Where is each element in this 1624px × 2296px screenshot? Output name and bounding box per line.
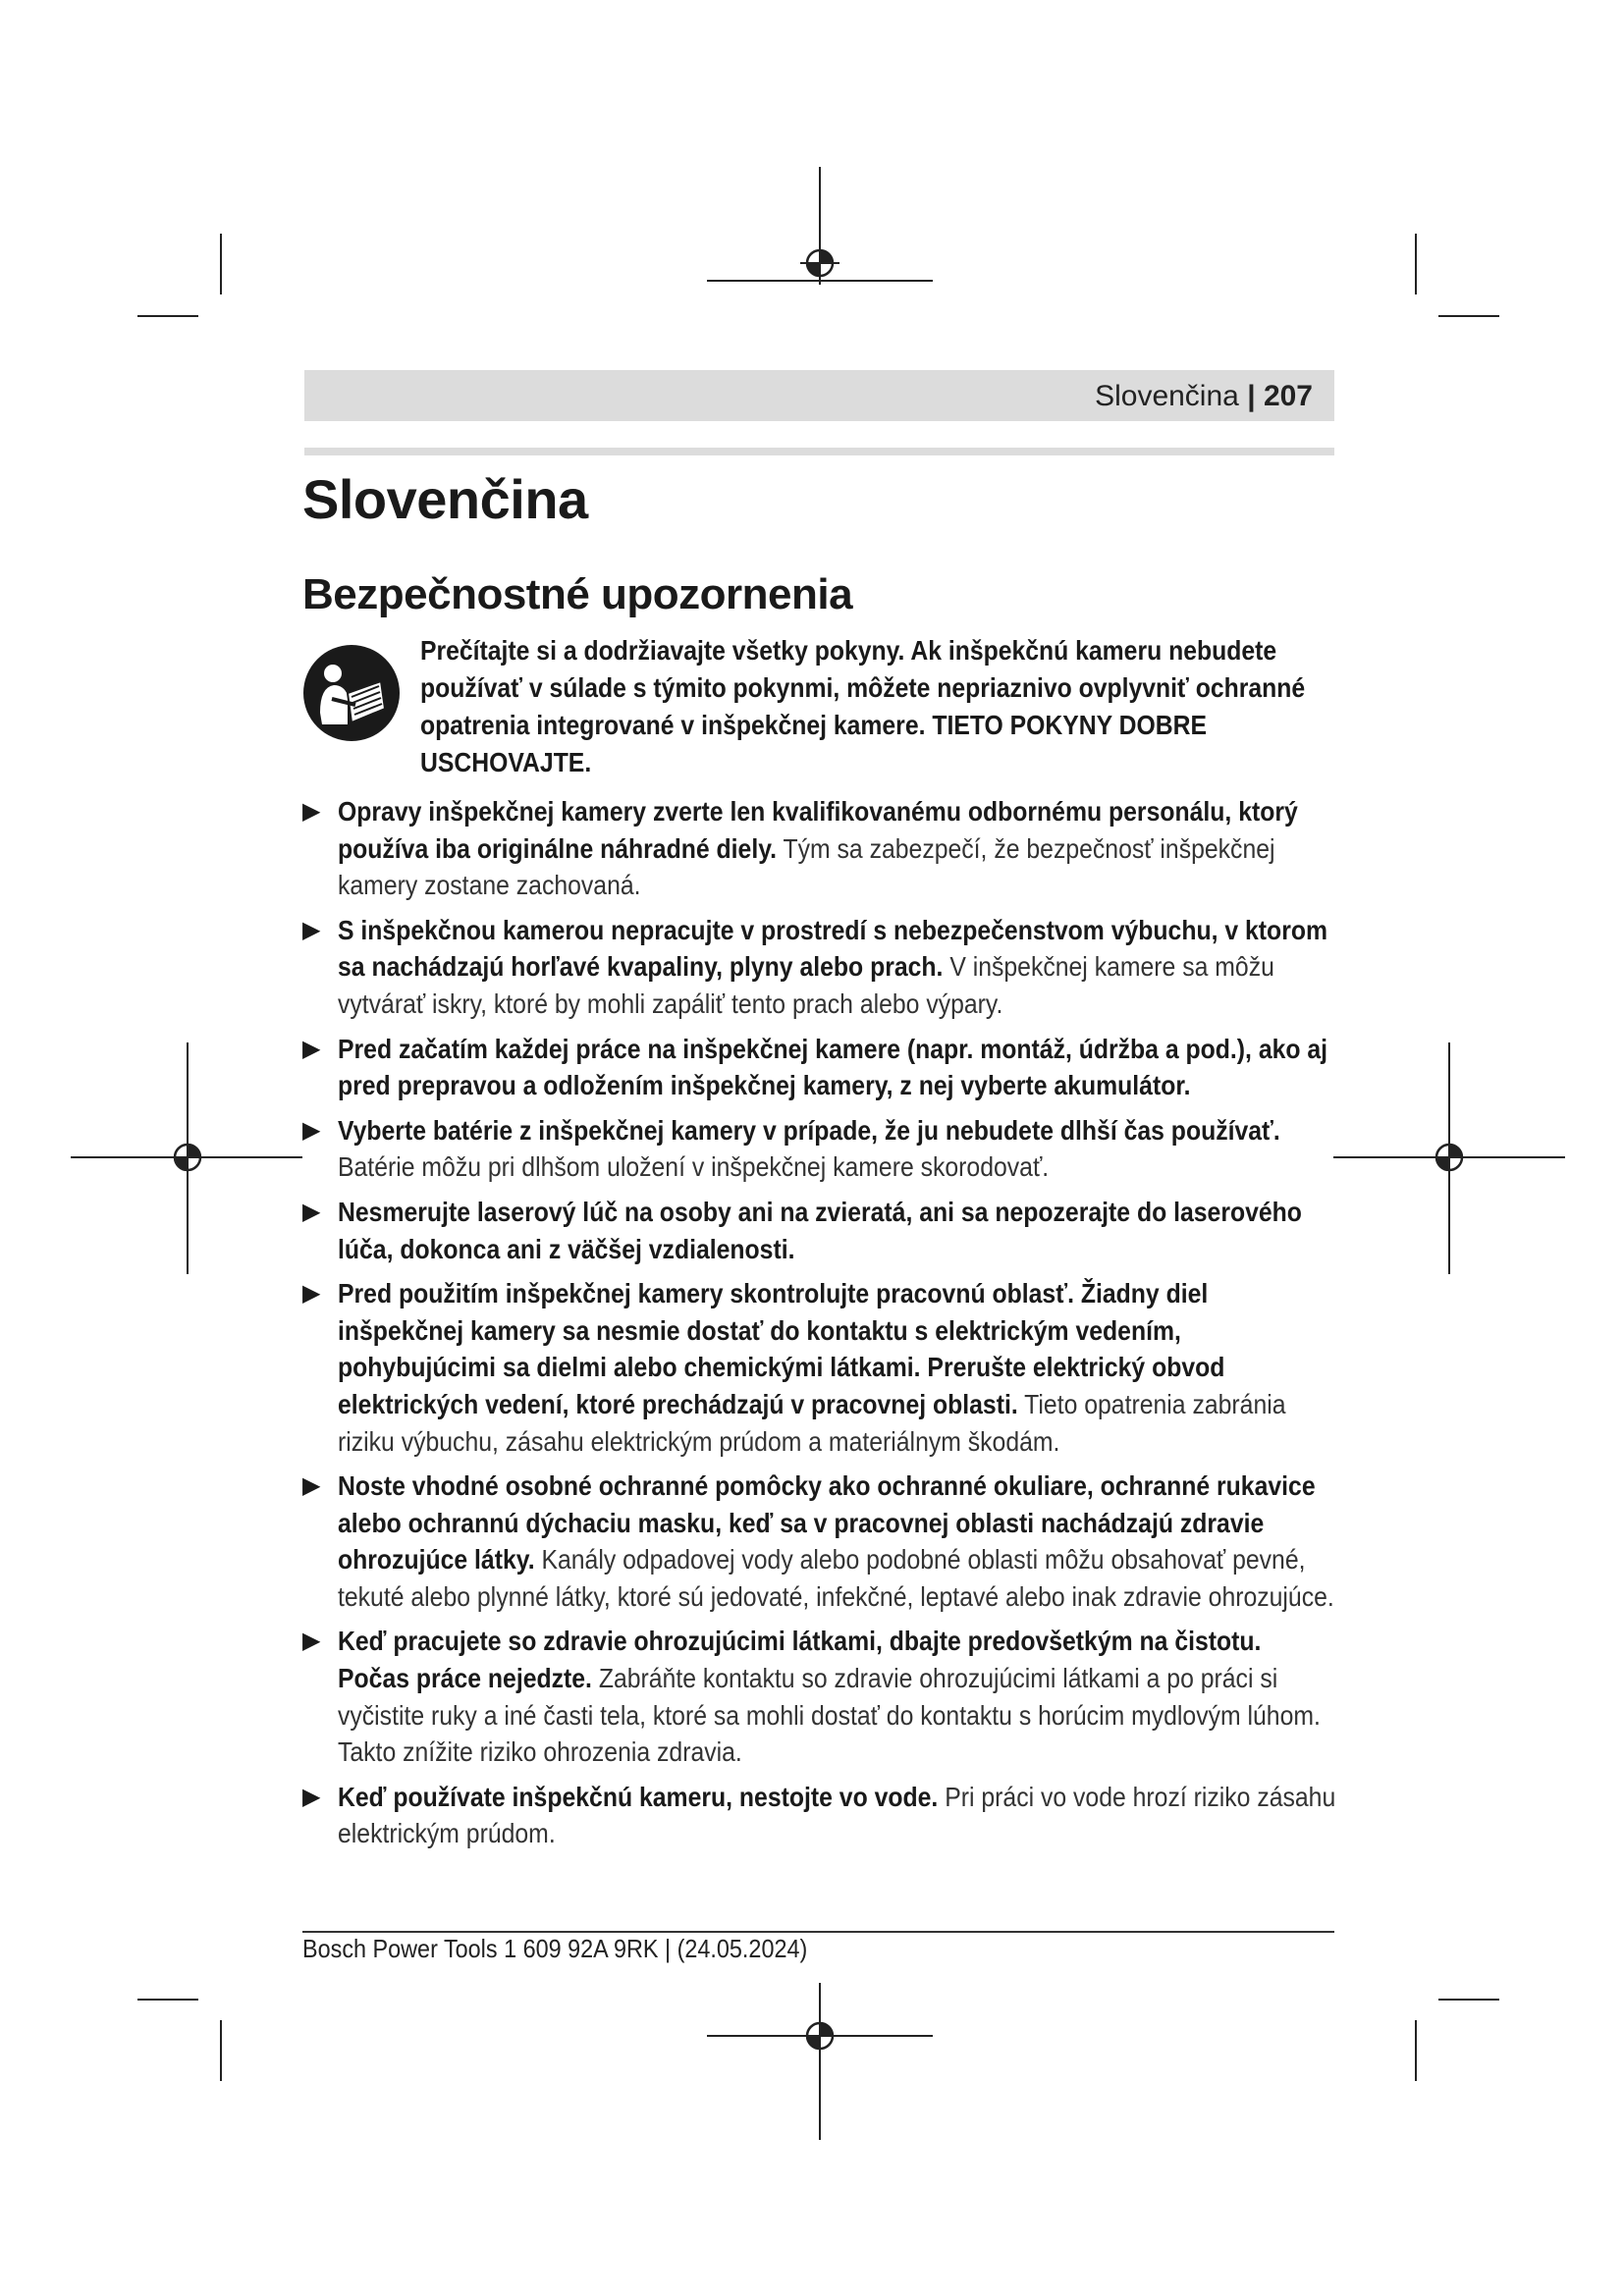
- registration-mark-icon: [800, 2016, 839, 2056]
- warning-normal: Tieto opatrenia zabránia riziku výbuchu, zásahu elektrickým prúdom a materiálnym škodám.: [338, 1388, 1286, 1457]
- bullet-triangle-icon: ▶: [302, 1628, 321, 1655]
- warning-bold: Pred použitím inšpekčnej kamery skontrolujte pracovnú oblasť. Žiadny diel inšpekčnej kamery sa nesmie dostať do kontaktu s elektrickým vedením, pohybujúcimi sa dielmi alebo chemickými látkami. Prerušte elektrický obvod elektrických vedení, ktoré prechádzajú v pracovnej oblasti.: [338, 1278, 1225, 1419]
- section-title: Bezpečnostné upozornenia: [302, 570, 853, 618]
- list-item: [302, 1623, 1343, 1770]
- list-item: [302, 793, 1343, 904]
- list-item: [302, 1779, 1343, 1852]
- warning-bold: Vyberte batérie z inšpekčnej kamery v prípade, že ju nebudete dlhší čas používať.: [338, 1114, 1280, 1146]
- warning-bold: Noste vhodné osobné ochranné pomôcky ako ochranné okuliare, ochranné rukavice alebo ochrannú dýchaciu masku, keď sa v pracovnej oblasti nachádzajú zdravie ohrozujúce látky.: [338, 1470, 1316, 1575]
- bullet-triangle-icon: ▶: [302, 1472, 321, 1500]
- bullet-triangle-icon: ▶: [302, 798, 321, 825]
- footer-text: Bosch Power Tools 1 609 92A 9RK | (24.05.2024): [302, 1934, 808, 1963]
- list-item: [302, 1468, 1343, 1615]
- list-item: [302, 1031, 1343, 1104]
- header-language: Slovenčina: [1095, 380, 1239, 412]
- list-item: [302, 1275, 1343, 1460]
- warning-bold: Opravy inšpekčnej kamery zverte len kvalifikovanému odbornému personálu, ktorý používa iba originálne náhradné diely.: [338, 796, 1298, 864]
- bullet-triangle-icon: ▶: [302, 1783, 321, 1810]
- warning-normal: Zabráňte kontaktu so zdravie ohrozujúcimi látkami a po práci si vyčistite ruky a iné časti tela, ktoré sa mohli dostať do kontaktu s horúcim mydlovým lúhom. Takto znížite riziko ohrozenia zdravia.: [338, 1663, 1321, 1768]
- registration-mark-icon: [800, 243, 839, 283]
- warnings-list: [302, 793, 1343, 1860]
- list-item: [302, 912, 1343, 1023]
- warning-normal: V inšpekčnej kamere sa môžu vytvárať iskry, ktoré by mohli zapáliť tento prach alebo výpary.: [338, 951, 1274, 1019]
- warning-normal: Tým sa zabezpečí, že bezpečnosť inšpekčnej kamery zostane zachovaná.: [338, 832, 1275, 901]
- footer-divider: [302, 1931, 1334, 1933]
- warning-normal: Pri práci vo vode hrozí riziko zásahu elektrickým prúdom.: [338, 1781, 1336, 1849]
- bullet-triangle-icon: ▶: [302, 916, 321, 943]
- read-manual-icon: [302, 644, 401, 742]
- warning-normal: Kanály odpadovej vody alebo podobné oblasti môžu obsahovať pevné, tekuté alebo plynné látky, ktoré sú jedovaté, infekčné, leptavé alebo inak zdravie ohrozujúce.: [338, 1544, 1334, 1612]
- bullet-triangle-icon: ▶: [302, 1280, 321, 1308]
- bullet-triangle-icon: ▶: [302, 1116, 321, 1144]
- warning-bold: Nesmerujte laserový lúč na osoby ani na zvieratá, ani sa nepozerajte do laserového lúča, dokonca ani z väčšej vzdialenosti.: [338, 1196, 1302, 1264]
- registration-mark-icon: [168, 1138, 207, 1177]
- page-title: Slovenčina: [302, 468, 588, 530]
- warning-normal: Batérie môžu pri dlhšom uložení v inšpekčnej kamere skorodovať.: [338, 1151, 1050, 1183]
- intro-text: Prečítajte si a dodržiavajte všetky pokyny. Ak inšpekčnú kameru nebudete používať v súlade s týmito pokynmi, môžete nepriaznivo ovplyvniť ochranné opatrenia integrované v inšpekčnej kamere. TIETO POKYNY DOBRE USCHOVAJTE.: [420, 635, 1306, 777]
- warning-bold: S inšpekčnou kamerou nepracujte v prostredí s nebezpečenstvom výbuchu, v ktorom sa nachádzajú horľavé kvapaliny, plyny alebo prach.: [338, 914, 1328, 983]
- list-item: [302, 1112, 1343, 1186]
- bullet-triangle-icon: ▶: [302, 1198, 321, 1225]
- bullet-triangle-icon: ▶: [302, 1035, 321, 1062]
- registration-mark-icon: [1430, 1138, 1469, 1177]
- warning-bold: Pred začatím každej práce na inšpekčnej kamere (napr. montáž, údržba a pod.), ako aj pred prepravou a odložením inšpekčnej kamery, z nej vyberte akumulátor.: [338, 1033, 1328, 1101]
- header-divider: [304, 448, 1334, 455]
- warning-bold: Keď používate inšpekčnú kameru, nestojte vo vode.: [338, 1781, 939, 1812]
- page-header: [304, 370, 1334, 421]
- header-separator: |: [1247, 380, 1256, 412]
- warning-bold: Keď pracujete so zdravie ohrozujúcimi látkami, dbajte predovšetkým na čistotu. Počas práce nejedzte.: [338, 1626, 1262, 1694]
- page-number: 207: [1263, 380, 1313, 412]
- list-item: [302, 1194, 1343, 1267]
- header-text: [1095, 380, 1313, 413]
